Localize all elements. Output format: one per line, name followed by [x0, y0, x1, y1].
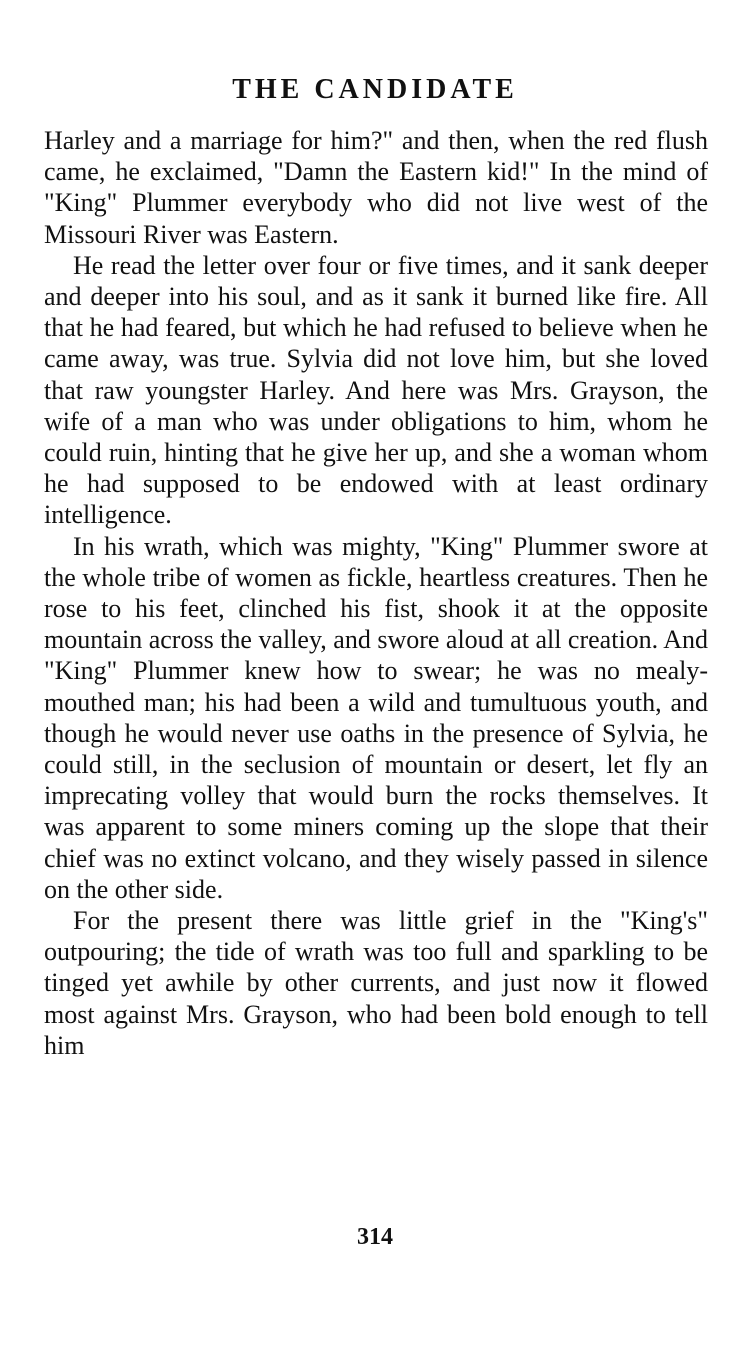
paragraph-wrath: In his wrath, which was mighty, "King" Plummer swore at the whole tribe of women as fickle, heartless creatures. Then he rose to his feet, clinched his fist, shook it at the opposite mountain across the valley, and swore aloud at all creation. And "King" Plummer knew how to swear; he was no mealy-mouthed man; his had been a wild and tumultuous youth, and though he would never use oaths in the presence of Sylvia, he could still, in the seclusion of mountain or desert, let fly an imprecating volley that would burn the rocks themselves. It was apparent to some miners coming up the slope that their chief was no extinct volcano, and they wisely passed in silence on the other side.	[44, 531, 709, 904]
page-number: 314	[357, 1224, 393, 1250]
running-head: THE CANDIDATE	[232, 74, 518, 105]
paragraph-continuation: Harley and a marriage for him?" and then, when the red flush came, he exclaimed, "Damn the Eastern kid!" In the mind of "King" Plummer everybody who did not live west of the Missouri River was Eastern.	[44, 126, 708, 249]
paragraph-outpouring: For the present there was little grief in the "King's" outpouring; the tide of wrath was too full and sparkling to be tinged yet awhile by other currents, and just now it flowed most against Mrs. Grayson, who had been bold enough to tell him	[44, 906, 708, 1060]
body-text	[44, 125, 708, 1061]
paragraph-letter: He read the letter over four or five times, and it sank deeper and deeper into his soul, and as it sank it burned like fire. All that he had feared, but which he had refused to believe when he came away, was true. Sylvia did not love him, but she loved that raw youngster Harley. And here was Mrs. Grayson, the wife of a man who was under obligations to him, whom he could ruin, hinting that he give her up, and she a woman whom he had supposed to be endowed with at least ordinary intelligence.	[44, 250, 708, 530]
